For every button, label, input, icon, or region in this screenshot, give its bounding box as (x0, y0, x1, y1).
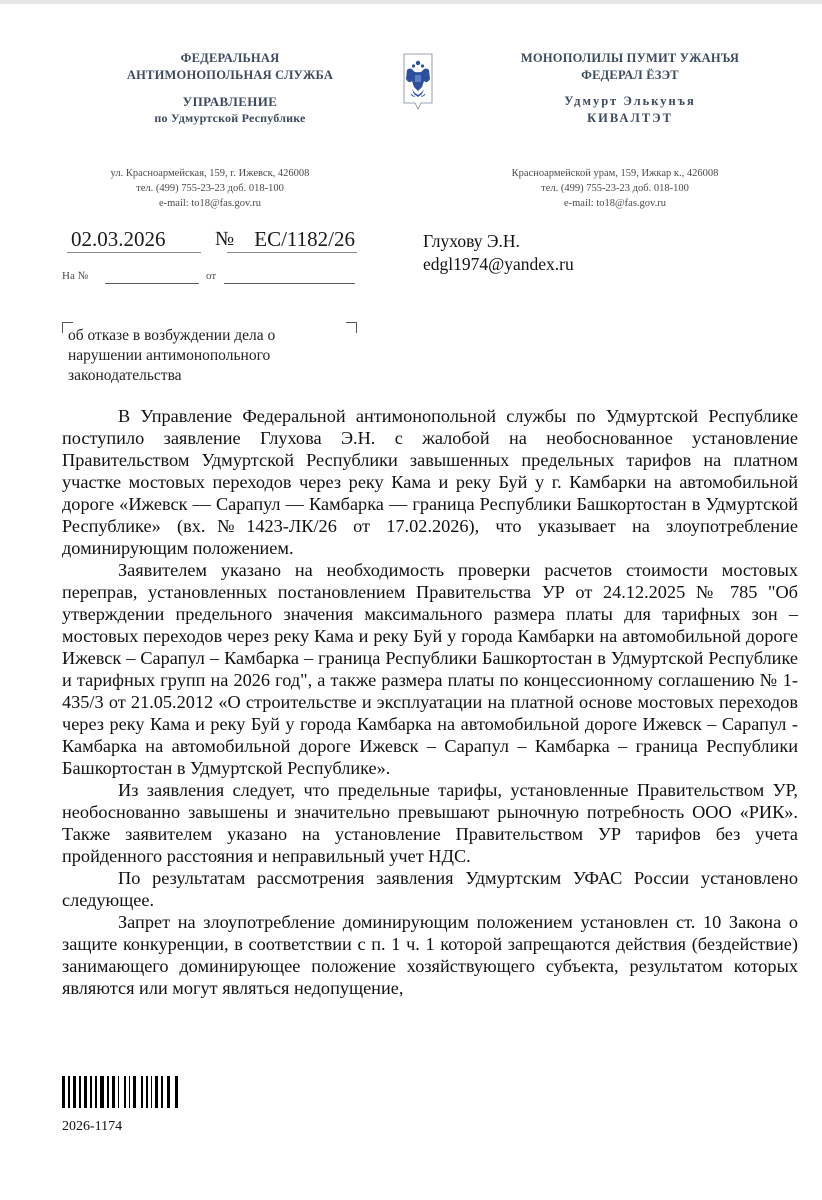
reply-date-label: от (206, 270, 217, 282)
department-region: по Удмуртской Республике (154, 111, 306, 125)
body-paragraph: Запрет на злоупотребление доминирующим положением установлен ст. 10 Закона о защите конкуренции, в соответствии с п. 1 ч. 1 которой запрещаются действия (бездействие) занимающего доминирующее положение хозяйствующего субъекта, результатом которых являются или могут являться недопущение, (62, 912, 798, 998)
body-paragraph: По результатам рассмотрения заявления Удмуртским УФАС России установлено следующее. (62, 868, 798, 910)
department-udm-title: КИВАЛТЭТ (587, 111, 673, 125)
addressee-block (423, 230, 574, 276)
reply-number-field (105, 283, 199, 284)
subject-corner-right (346, 322, 357, 333)
barcode-icon (62, 1076, 237, 1108)
addressee-name: Глухову Э.Н. (423, 231, 520, 251)
body-paragraph: Из заявления следует, что предельные тарифы, установленные Правительством УР, необоснованно завышены и значительно превышают рыночную потребность ООО «РИК». Также заявителем указано на установление Правительством УР тарифов без учета пройденного расстояния и неправильный учет НДС. (62, 780, 798, 866)
department-udm-region: Удмурт Элькунъя (564, 94, 696, 108)
reply-date-field (224, 283, 355, 284)
email-left: e-mail: to18@fas.gov.ru (158, 198, 261, 209)
org-name-line2: АНТИМОНОПОЛЬНАЯ СЛУЖБА (126, 68, 334, 82)
letter-subject: об отказе в возбуждении дела о нарушении антимонопольного законодательства (68, 327, 276, 384)
letter-body (62, 405, 798, 999)
coat-of-arms-icon (403, 53, 433, 111)
contact-block-left (45, 166, 375, 211)
letterhead-left (80, 50, 380, 126)
reply-number-label: На № (62, 270, 89, 282)
scan-top-edge (0, 0, 822, 4)
letter-number: ЕС/1182/26 (227, 226, 357, 253)
org-name-line1: ФЕДЕРАЛЬНАЯ (180, 51, 280, 65)
phone-left: тел. (499) 755-23-23 доб. 018-100 (136, 183, 284, 194)
letterhead-right (480, 50, 780, 127)
org-name-udm-line1: МОНОПОЛИЛЫ ПУМИТ УЖАНЪЯ (520, 51, 740, 65)
email-right: e-mail: to18@fas.gov.ru (563, 198, 666, 209)
number-sign: № (215, 228, 235, 250)
letter-date: 02.03.2026 (67, 226, 201, 253)
address-right: Красноармейской урам, 159, Ижкар к., 426008 (511, 168, 719, 179)
department-title: УПРАВЛЕНИЕ (182, 94, 278, 109)
barcode-number: 2026-1174 (62, 1119, 123, 1134)
org-name-udm-line2: ФЕДЕРАЛ ЁЗЭТ (581, 68, 679, 82)
addressee-email: edgl1974@yandex.ru (423, 254, 574, 274)
contact-block-right (450, 166, 780, 211)
body-paragraph: Заявителем указано на необходимость проверки расчетов стоимости мостовых переправ, установленных постановлением Правительства УР от 24.12.2025 № 785 "Об утверждении предельного значения максимального размера платы для тарифных зон – мостовых переходов через реку Кама и реку Буй у города Камбарки на автомобильной дороге Ижевск – Сарапул – Камбарка – граница Республики Башкортостан в Удмуртской Республике и тарифных групп на 2026 год", а также размера платы по концессионному соглашению № 1-435/3 от 21.05.2012 «О строительстве и эксплуатации на платной основе мостовых переходов через реку Кама и реку Буй у города Камбарка на автомобильной дороге Ижевск – Сарапул - Камбарка на автомобильной дороге Ижевск – Сарапул – Камбарка – граница Республики Башкортостан в Удмуртской Республике». (62, 560, 798, 778)
phone-right: тел. (499) 755-23-23 доб. 018-100 (541, 183, 689, 194)
body-paragraph: В Управление Федеральной антимонопольной службы по Удмуртской Республике поступило заявление Глухова Э.Н. с жалобой на необоснованное установление Правительством Удмуртской Республики завышенных предельных тарифов на платном участке мостовых переходов через реку Кама и реку Буй у г. Камбарки на автомобильной дороге «Ижевск — Сарапул — Камбарка — граница Республики Башкортостан в Удмуртской Республике» (вх.№1423-ЛК/26 от 17.02.2026), что указывает на злоупотребление доминирующим положением. (62, 406, 798, 558)
address-left: ул. Красноармейская, 159, г. Ижевск, 426008 (110, 168, 310, 179)
